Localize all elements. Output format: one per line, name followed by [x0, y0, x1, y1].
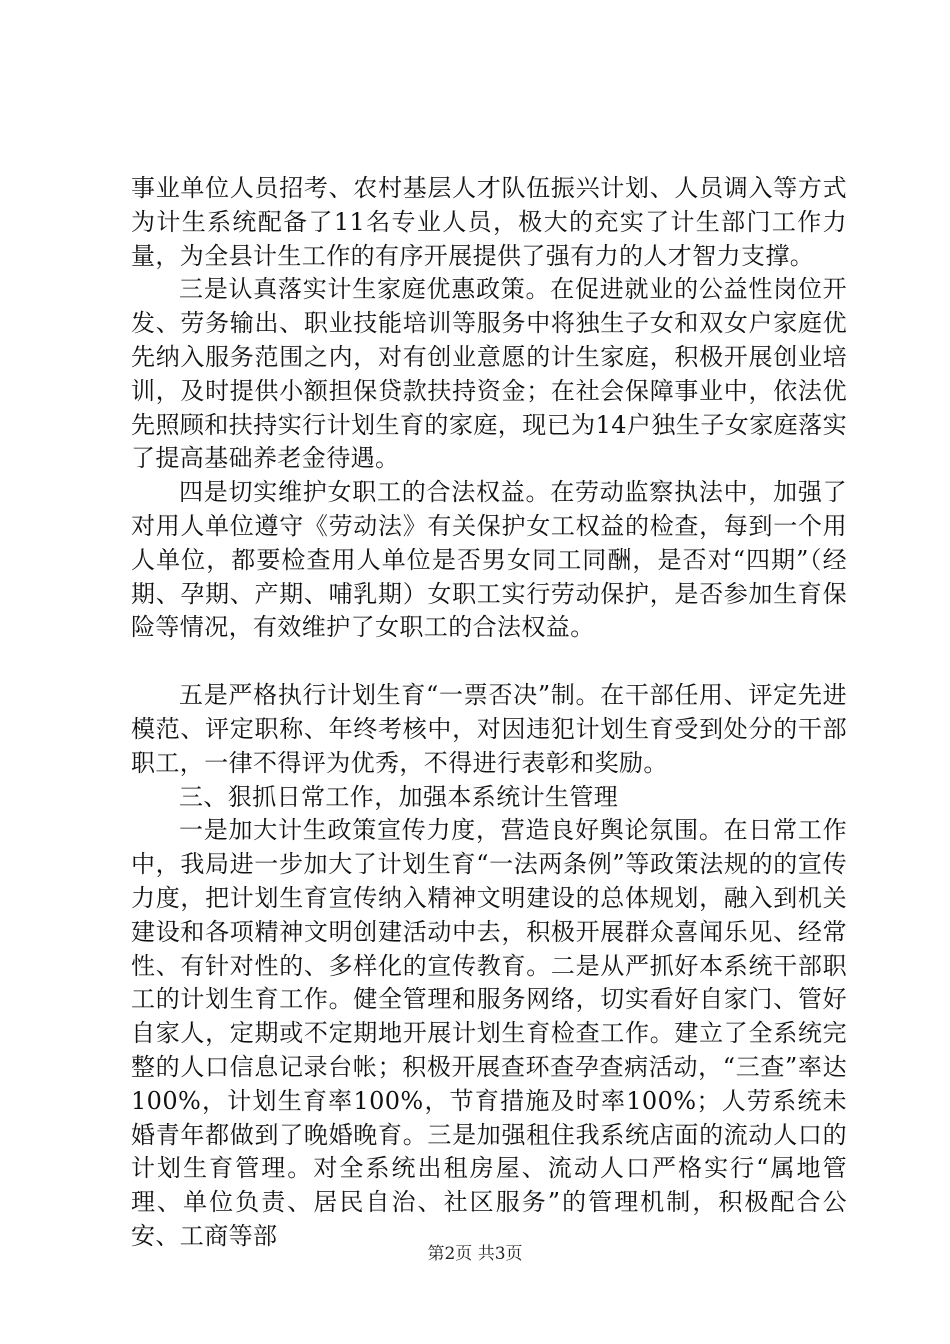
- document-body: [131, 172, 847, 1254]
- page-footer: 第2页 共3页: [427, 1244, 523, 1264]
- paragraph-point-four: 四是切实维护女职工的合法权益。在劳动监察执法中，加强了对用人单位遵守《劳动法》有关保护女工权益的检查，每到一个用人单位，都要检查用人单位是否男女同工同酬，是否对“四期”（经期、孕期、产期、哺乳期）女职工实行劳动保护，是否参加生育保险等情况，有效维护了女职工的合法权益。: [131, 478, 847, 642]
- paragraph-point-five: 五是严格执行计划生育“一票否决”制。在干部任用、评定先进模范、评定职称、年终考核中，对因违犯计划生育受到处分的干部职工，一律不得评为优秀，不得进行表彰和奖励。: [131, 681, 847, 777]
- paragraph-spacer: [131, 645, 847, 679]
- paragraph-continuation: 事业单位人员招考、农村基层人才队伍振兴计划、人员调入等方式为计生系统配备了11名专业人员，极大的充实了计生部门工作力量，为全县计生工作的有序开展提供了强有力的人才智力支撑。: [131, 174, 847, 270]
- paragraph-point-three: 三是认真落实计生家庭优惠政策。在促进就业的公益性岗位开发、劳务输出、职业技能培训等服务中将独生子女和双女户家庭优先纳入服务范围之内，对有创业意愿的计生家庭，积极开展创业培训，及时提供小额担保贷款扶持资金；在社会保障事业中，依法优先照顾和扶持实行计划生育的家庭，现已为14户独生子女家庭落实了提高基础养老金待遇。: [131, 275, 847, 473]
- paragraph-section-three-body: 一是加大计生政策宣传力度，营造良好舆论氛围。在日常工作中，我局进一步加大了计划生育“一法两条例”等政策法规的的宣传力度，把计划生育宣传纳入精神文明建设的总体规划，融入到机关建设和各项精神文明创建活动中去，积极开展群众喜闻乐见、经常性、有针对性的、多样化的宣传教育。二是从严抓好本系统干部职工的计划生育工作。健全管理和服务网络，切实看好自家门、管好自家人，定期或不定期地开展计划生育检查工作。建立了全系统完整的人口信息记录台帐；积极开展查环查孕查病活动，“三查”率达100%，计划生育率100%，节育措施及时率100%；人劳系统未婚青年都做到了晚婚晚育。三是加强租住我系统店面的流动人口的计划生育管理。对全系统出租房屋、流动人口严格实行“属地管理、单位负责、居民自治、社区服务”的管理机制，积极配合公安、工商等部: [131, 816, 847, 1250]
- section-heading: 三、狠抓日常工作，加强本系统计生管理: [179, 782, 619, 811]
